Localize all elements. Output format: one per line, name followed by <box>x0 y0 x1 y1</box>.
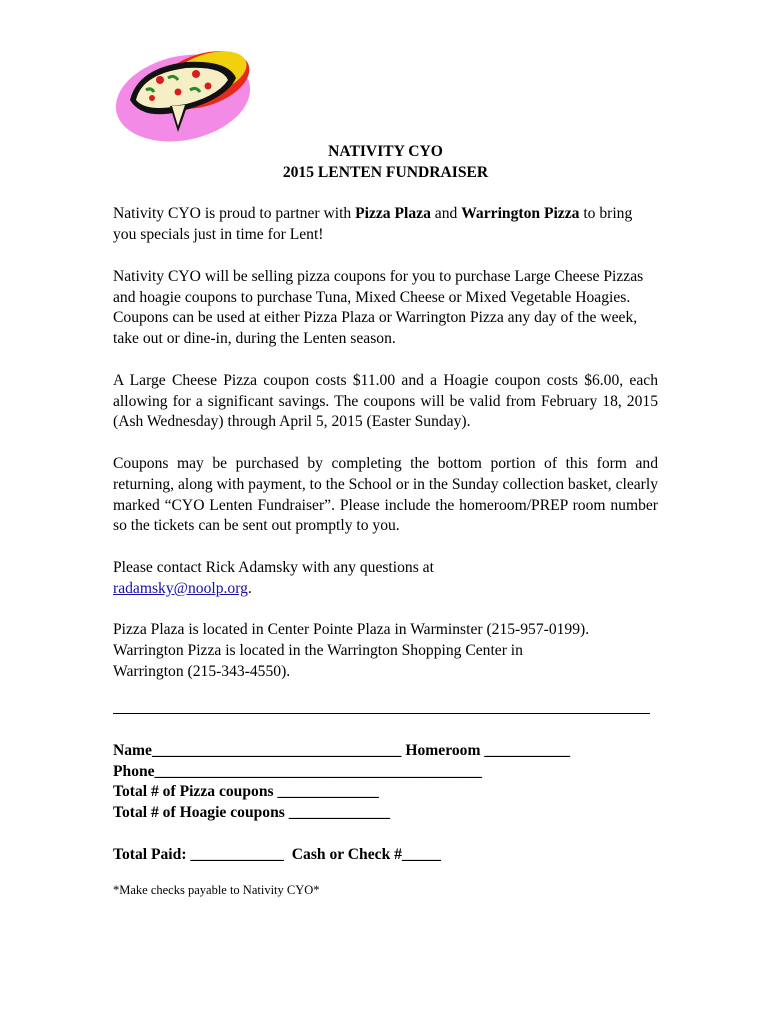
phone-field[interactable]: Phone__________________________________________ <box>113 762 483 780</box>
location-line-2: Warrington Pizza is located in the Warrington Shopping Center in <box>113 642 523 660</box>
divider <box>113 713 650 714</box>
name-homeroom-field[interactable]: Name________________________________ Homeroom ___________ <box>113 741 571 759</box>
contact-email-link[interactable]: radamsky@noolp.org <box>113 579 248 597</box>
location-line-1: Pizza Plaza is located in Center Pointe Plaza in Warminster (215-957-0199). <box>113 621 590 639</box>
pizza-coupons-field[interactable]: Total # of Pizza coupons _____________ <box>113 783 379 801</box>
contact-email-line <box>113 579 658 600</box>
contact-text: Please contact Rick Adamsky with any questions at <box>113 558 434 576</box>
hoagie-coupons-field[interactable]: Total # of Hoagie coupons _____________ <box>113 804 391 822</box>
pizza-logo <box>108 40 263 148</box>
partner-pizza-plaza: Pizza Plaza <box>355 205 431 223</box>
purchase-paragraph: Coupons may be purchased by completing the bottom portion of this form and returning, along with payment, to the School or in the Sunday collection basket, clearly marked “CYO Lenten Fundraiser”. Please include the homeroom/PREP room number so the tickets can be sent out promptly to you. <box>113 454 658 535</box>
location-line-3: Warrington (215-343-4550). <box>113 662 291 680</box>
flyer-content <box>113 142 658 900</box>
intro-text-before: Nativity CYO is proud to partner with <box>113 205 356 223</box>
payment-note: *Make checks payable to Nativity CYO* <box>113 882 320 897</box>
title-line-2: 2015 LENTEN FUNDRAISER <box>282 163 489 181</box>
contact-period: . <box>247 579 252 597</box>
costs-paragraph: A Large Cheese Pizza coupon costs $11.00 and a Hoagie coupon costs $6.00, each allowing for a significant savings. The coupons will be valid from February 18, 2015 (Ash Wednesday) through April 5, 2015 (Easter Sunday). <box>113 371 658 431</box>
intro-text-after: to bring you specials just in time for Lent! <box>113 205 633 244</box>
intro-paragraph <box>113 204 658 246</box>
order-form <box>113 741 658 866</box>
intro-and: and <box>430 205 462 223</box>
selling-paragraph: Nativity CYO will be selling pizza coupons for you to purchase Large Cheese Pizzas and hoagie coupons to purchase Tuna, Mixed Cheese or Mixed Vegetable Hoagies. Coupons can be used at either Pizza Plaza or Warrington Pizza any day of the week, take out or dine-in, during the Lenten season. <box>113 267 644 348</box>
title-line-1: NATIVITY CYO <box>328 143 443 160</box>
partner-warrington-pizza: Warrington Pizza <box>461 205 580 223</box>
total-paid-field[interactable]: Total Paid: ____________ Cash or Check #_____ <box>113 845 441 863</box>
